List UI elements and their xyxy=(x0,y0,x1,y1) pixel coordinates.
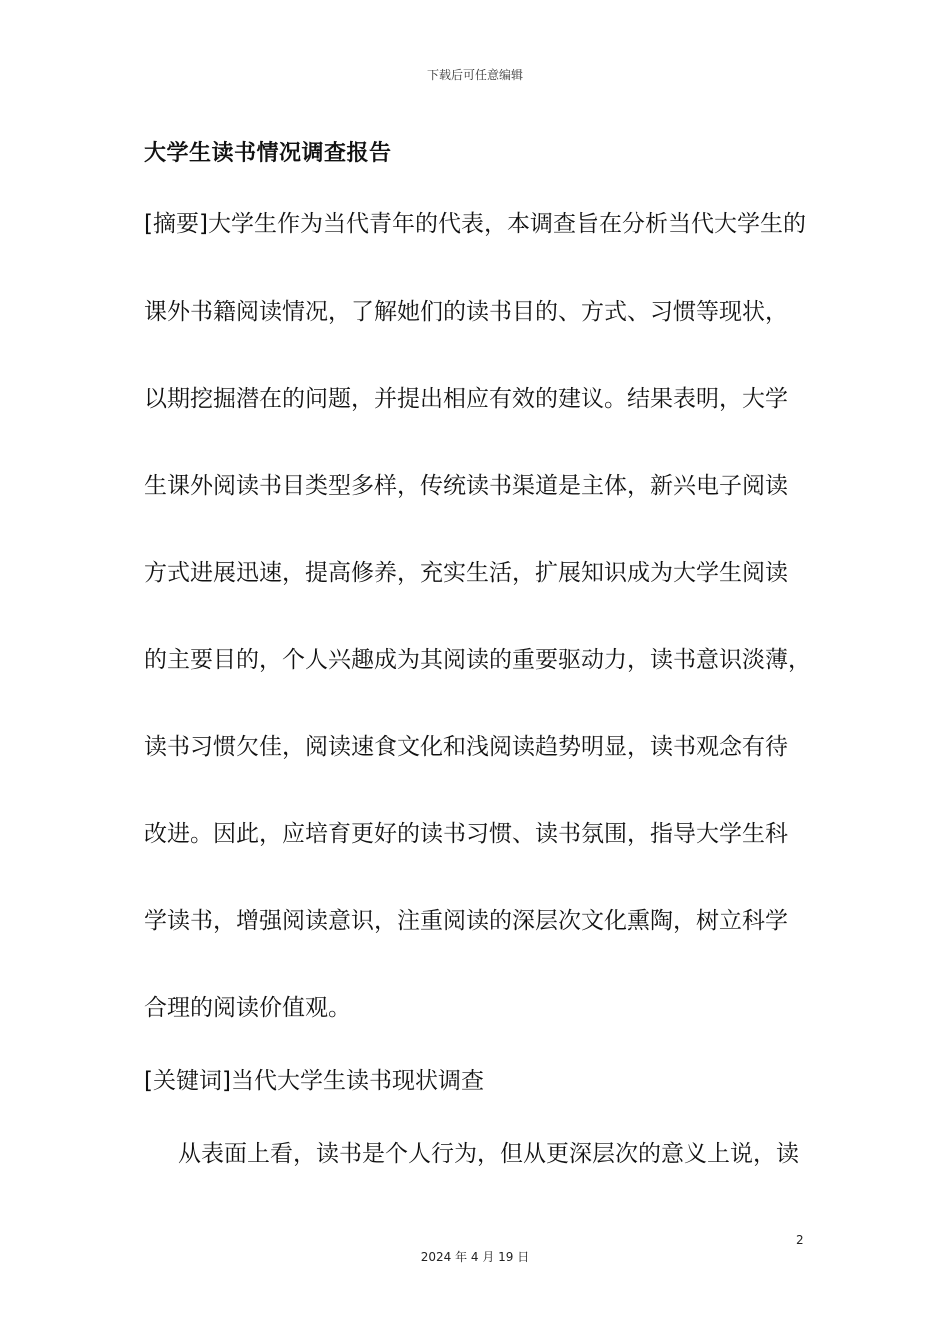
page-number: 2 xyxy=(796,1233,804,1247)
keywords-line: [关键词]当代大学生读书现状调查 xyxy=(144,1068,484,1094)
abstract-line: 合理的阅读价值观。 xyxy=(144,995,351,1021)
abstract-line: 的主要目的，个人兴趣成为其阅读的重要驱动力，读书意识淡薄， xyxy=(144,647,811,673)
document-title: 大学生读书情况调查报告 xyxy=(144,141,392,166)
body-paragraph-line: 从表面上看，读书是个人行为，但从更深层次的意义上说，读 xyxy=(178,1141,799,1167)
abstract-line: [摘要]大学生作为当代青年的代表，本调查旨在分析当代大学生的 xyxy=(144,211,806,237)
abstract-line: 读书习惯欠佳，阅读速食文化和浅阅读趋势明显，读书观念有待 xyxy=(144,734,788,760)
footer-date: 2024 年 4 月 19 日 xyxy=(420,1250,530,1264)
abstract-line: 学读书，增强阅读意识，注重阅读的深层次文化熏陶，树立科学 xyxy=(144,908,788,934)
header-note: 下载后可任意编辑 xyxy=(426,68,523,82)
abstract-line: 课外书籍阅读情况，了解她们的读书目的、方式、习惯等现状， xyxy=(144,299,788,325)
abstract-line: 以期挖掘潜在的问题，并提出相应有效的建议。结果表明，大学 xyxy=(144,386,788,412)
abstract-line: 生课外阅读书目类型多样，传统读书渠道是主体，新兴电子阅读 xyxy=(144,473,788,499)
abstract-line: 改进。因此，应培育更好的读书习惯、读书氛围，指导大学生科 xyxy=(144,821,788,847)
abstract-line: 方式进展迅速，提高修养，充实生活，扩展知识成为大学生阅读 xyxy=(144,560,788,586)
